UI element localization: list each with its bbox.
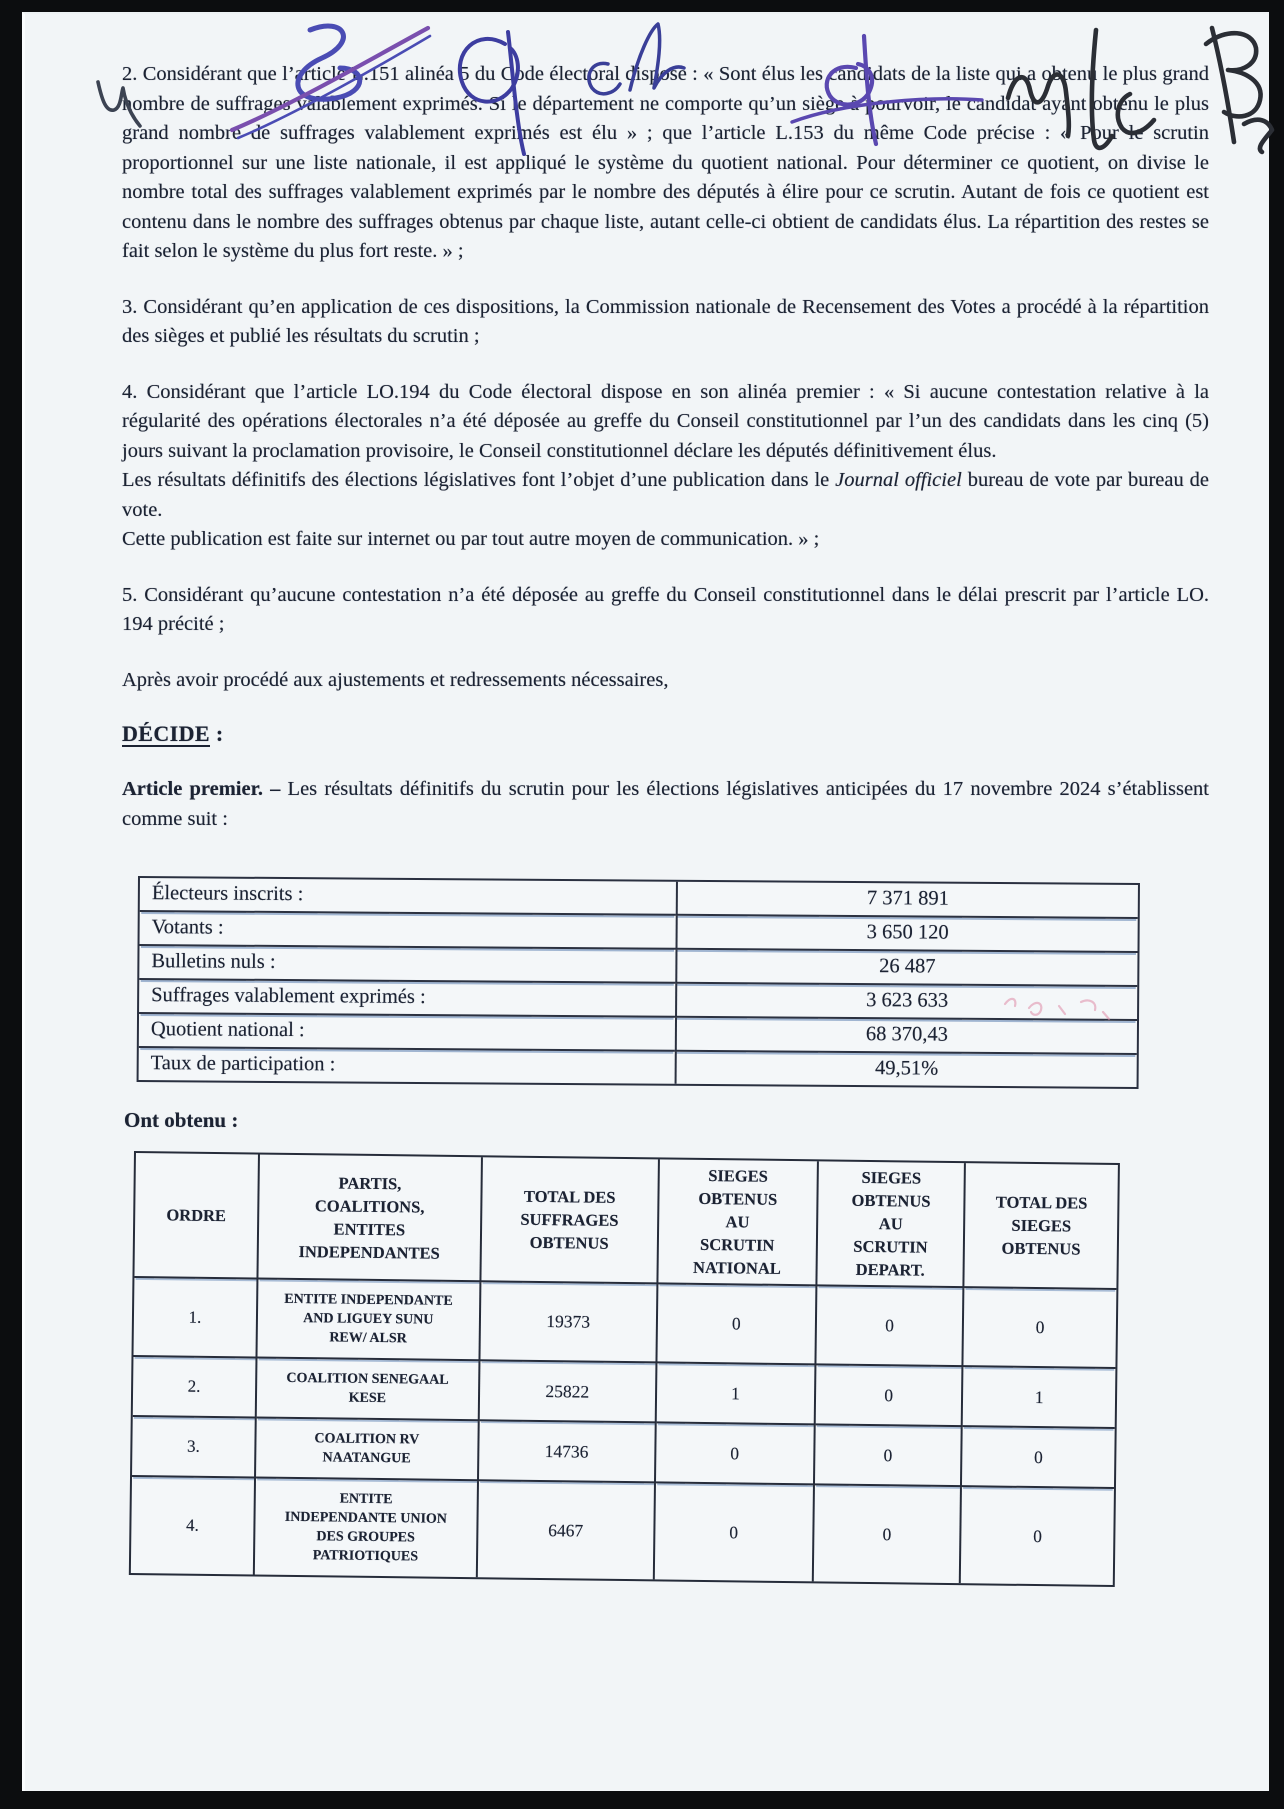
cell-ordre: 1. [133,1278,258,1359]
cell-suffrages: 14736 [479,1421,657,1483]
cell-suffrages: 19373 [480,1282,658,1363]
header-total-sieges: TOTAL DES SIEGES OBTENUS [965,1163,1118,1290]
summary-label: Votants : [140,912,676,950]
pink-ink-smudge [985,986,1135,1031]
cell-party: COALITION SENEGAAL KESE [257,1359,480,1422]
cell-suffrages: 25822 [479,1361,657,1423]
cell-sieges-depart: 0 [816,1365,964,1427]
cell-sieges-depart: 0 [815,1425,963,1487]
summary-value: 3 623 633 [675,984,1137,1021]
table-row [131,1477,1114,1585]
paragraph-4-main: 4. Considérant que l’article LO.194 du Code électoral dispose en son alinéa premier : « Si aucune contestation relative à la régularité des opérations électorales n’a été déposée au greffe du Conseil constitutionnel par l’un des candidats dans les cinq (5) jours suivant la proclamation provisoire, le Conseil constitutionnel déclare les députés définitivement élus. [122,380,1209,462]
summary-value: 3 650 120 [675,916,1137,953]
article-premier-paragraph [122,775,1209,834]
cell-party: COALITION RV NAATANGUE [256,1419,479,1482]
results-summary-table [137,876,1140,1089]
cell-total-sieges: 1 [963,1367,1115,1429]
paragraph-considerant-4 [122,378,1209,555]
summary-label: Taux de participation : [150,1052,336,1076]
article-premier-text: Les résultats définitifs du scrutin pour les élections législatives anticipées du 17 novembre 2024 s’établissent comme suit : [122,778,1209,830]
signature-mark [1008,30,1154,148]
summary-value: 26 487 [675,950,1137,987]
cell-sieges-national: 1 [657,1363,817,1425]
cell-sieges-national: 0 [657,1284,817,1365]
cell-ordre: 3. [132,1417,257,1479]
paragraph-considerant-5: 5. Considérant qu’aucune contestation n’a été déposée au greffe du Conseil constitutionnel dans le délai prescrit par l’article LO. 194 précité ; [122,583,1209,635]
header-sieges-national: SIEGES OBTENUS AU SCRUTIN NATIONAL [658,1159,819,1286]
cell-ordre: 4. [131,1477,256,1575]
party-results-table [129,1151,1120,1587]
signature-mark [460,32,524,154]
summary-label: Suffrages valablement exprimés : [139,980,675,1018]
paragraph-considerant-2: 2. Considérant que l’article L.151 alinéa 5 du Code électoral dispose : « Sont élus les candidats de la liste qui a obtenu le plus grand nombre de suffrages valablement exprimés. Si le département ne comporte qu’un siège à pourvoir, le candidat ayant obtenu le plus grand nombre de suffrages valablement exprimés est élu » ; que l’article L.153 du même Code précise : « Pour le scrutin proportionnel sur une liste nationale, il est appliqué le système du quotient national. Pour déterminer ce quotient, on divise le nombre total des suffrages valablement exprimés par le nombre des députés à élire pour ce scrutin. Autant de fois ce quotient est contenu dans le nombre des suffrages obtenus par chaque liste, autant celle-ci obtient de candidats élus. La répartition des restes se fait selon le système du plus fort reste. » ; [122,63,1209,262]
summary-value: 7 371 891 [676,882,1138,919]
signature-mark [232,28,428,130]
cell-party: ENTITE INDEPENDANTE AND LIGUEY SUNU REW/ ALSR [257,1280,481,1362]
table-header-row [134,1153,1117,1290]
cell-sieges-national: 0 [656,1423,816,1485]
summary-value: 49,51% [675,1052,1137,1087]
cell-party: ENTITE INDEPENDANTE UNION DES GROUPES PATRIOTIQUES [255,1479,479,1578]
cell-ordre: 2. [133,1357,258,1419]
summary-label: Électeurs inscrits : [140,878,676,916]
summary-label: Bulletins nuls : [139,946,675,984]
header-total-suffrages: TOTAL DES SUFFRAGES OBTENUS [481,1157,660,1284]
journal-officiel-italic: Journal officiel [835,469,962,491]
paragraph-4-internet: Cette publication est faite sur internet ou par tout autre moyen de communication. » ; [122,528,820,550]
document-page [22,12,1269,1791]
cell-total-sieges: 0 [962,1427,1114,1489]
summary-label: Quotient national : [139,1014,675,1052]
summary-value: 68 370,43 [675,1018,1137,1055]
paragraph-4-publication-end: bureau de vote par bureau de vote. [122,469,1209,521]
paragraph-apres-avoir: Après avoir procédé aux ajustements et redressements nécessaires, [122,668,669,691]
signature-mark [1206,28,1272,152]
paragraph-considerant-3: 3. Considérant qu’en application de ces dispositions, la Commission nationale de Recensement des Votes a procédé à la répartition des sièges et publié les résultats du scrutin ; [122,295,1209,347]
decide-colon: : [209,721,224,746]
cell-total-sieges: 0 [964,1288,1117,1369]
decide-heading [122,721,1209,747]
document-content [25,14,1269,1575]
header-partis: PARTIS, COALITIONS, ENTITES INDEPENDANTES [258,1155,482,1283]
signature-mark [98,82,140,126]
paragraph-4-publication: Les résultats définitifs des élections législatives font l’objet d’une publication dans le [122,469,836,491]
article-premier-label: Article premier. – [122,778,281,800]
cell-suffrages: 6467 [478,1481,656,1579]
signatures-handwritten [0,0,1284,165]
cell-total-sieges: 0 [1033,1525,1043,1546]
table-row [139,1048,1137,1087]
signature-mark [792,36,982,144]
ont-obtenu-heading: Ont obtenu : [124,1108,239,1132]
header-sieges-depart: SIEGES OBTENUS AU SCRUTIN DEPART. [817,1161,966,1288]
cell-sieges-national: 0 [655,1483,815,1581]
header-ordre: ORDRE [134,1153,259,1280]
cell-sieges-depart: 0 [814,1485,963,1583]
decide-underlined: DÉCIDE [122,721,210,746]
cell-sieges-depart: 0 [816,1286,964,1367]
table-row [133,1278,1116,1369]
signature-mark [589,24,684,94]
